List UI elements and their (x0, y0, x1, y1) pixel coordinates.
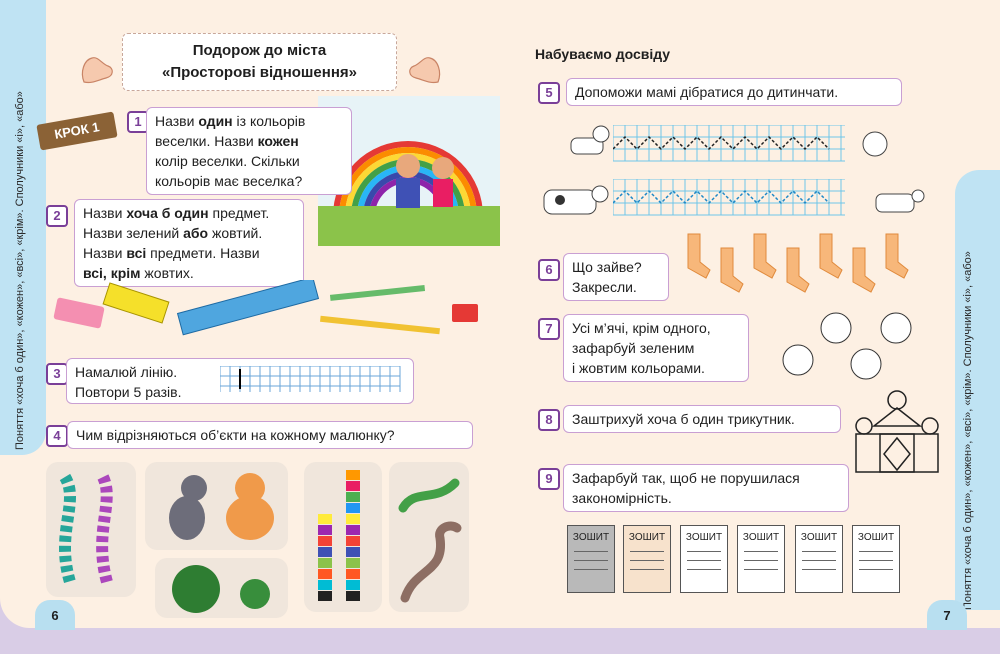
text-fragment: предмет. (208, 205, 270, 221)
notebook-line (574, 551, 608, 552)
text-fragment: Назви зелений (83, 225, 184, 241)
text-fragment: жовтий. (208, 225, 263, 241)
text-fragment: Усі м’ячі, крім одного, (572, 320, 711, 336)
task-number-5: 5 (538, 82, 560, 104)
task-2-line (83, 243, 295, 263)
desk-items-illustration (50, 280, 490, 340)
watermelons-illustration (170, 562, 280, 616)
task-6-text (563, 253, 669, 301)
puppy-icon (853, 122, 895, 164)
notebook-line (859, 560, 893, 561)
triangles-shape-illustration (852, 388, 942, 478)
hand-right-icon (404, 52, 444, 86)
notebook-line (859, 551, 893, 552)
path-grid-bottom (613, 179, 847, 217)
notebook-line (802, 569, 836, 570)
task-2-line (83, 223, 295, 243)
notebook-line (744, 560, 778, 561)
text-fragment: із кольорів (232, 113, 306, 129)
cube (318, 525, 332, 535)
side-caption-right: Поняття «хоча б один», «кожен», «всі», «крім». Сполучники «і», «або» (962, 251, 974, 610)
task-5-line (575, 82, 893, 102)
cube (318, 514, 332, 524)
task-8-line (572, 409, 832, 429)
cube (346, 525, 360, 535)
cube (318, 591, 332, 601)
notebook-line (687, 551, 721, 552)
text-fragment: Закресли. (572, 279, 637, 295)
notebook-line (574, 569, 608, 570)
bold-fragment: кожен (257, 133, 299, 149)
notebook-label: ЗОШИТ (800, 532, 838, 543)
task-1-line (155, 171, 343, 191)
title-line-1: Подорож до міста (192, 42, 327, 59)
notebook-label: ЗОШИТ (685, 532, 723, 543)
task-2-line (83, 203, 295, 223)
text-fragment: Заштрихуй хоча б один трикутник. (572, 411, 795, 427)
task-7-text (563, 314, 749, 382)
cube (346, 481, 360, 491)
task-1-text (146, 107, 352, 195)
notebook-label: ЗОШИТ (857, 532, 895, 543)
bold-fragment: або (183, 225, 209, 241)
sock (853, 248, 875, 292)
notebook (737, 525, 785, 593)
notebook (623, 525, 671, 593)
notebook-line (687, 569, 721, 570)
notebook (795, 525, 843, 593)
title-line-2: «Просторові відношення» (162, 64, 357, 81)
notebook-line (859, 569, 893, 570)
task-6-line (572, 277, 660, 297)
page-title (122, 33, 397, 91)
task-8-text (563, 405, 841, 433)
cube (346, 536, 360, 546)
cube (346, 514, 360, 524)
hand-left-icon (78, 52, 118, 86)
sock (721, 248, 743, 292)
text-fragment: Намалюй лінію. (75, 364, 178, 380)
balls-illustration (778, 310, 918, 386)
socks-illustration (680, 230, 920, 300)
bold-fragment: хоча б один (126, 205, 209, 221)
notebook-line (630, 551, 664, 552)
lizards-illustration (395, 468, 465, 608)
bold-fragment: один (198, 113, 233, 129)
cube (346, 492, 360, 502)
cube (318, 580, 332, 590)
section-heading: Набуваємо досвіду (535, 46, 671, 62)
notebook-label: ЗОШИТ (742, 532, 780, 543)
notebook-line (802, 560, 836, 561)
task-3-line-grid (220, 366, 404, 394)
calf-icon (868, 186, 926, 226)
dog-icon (563, 120, 613, 168)
text-fragment: Назви (155, 113, 199, 129)
task-number-2: 2 (46, 205, 68, 227)
notebook-label: ЗОШИТ (572, 532, 610, 543)
task-7-line (572, 318, 740, 338)
sock (787, 248, 809, 292)
task-4-line (76, 425, 464, 445)
cats-illustration (152, 466, 282, 546)
task-number-6: 6 (538, 259, 560, 281)
task-1-line (155, 131, 343, 151)
task-9-text (563, 464, 849, 512)
notebook-line (802, 551, 836, 552)
text-fragment: кольорів має веселка? (155, 173, 303, 189)
text-fragment: веселки. Назви (155, 133, 258, 149)
task-2-text (74, 199, 304, 287)
cube (318, 536, 332, 546)
cubes-illustration (314, 470, 374, 606)
notebook (680, 525, 728, 593)
task-9-line (572, 468, 840, 488)
bold-fragment: всі (126, 245, 147, 261)
sock (688, 234, 710, 278)
cube (346, 591, 360, 601)
text-fragment: і жовтим кольорами. (572, 360, 705, 376)
task-number-7: 7 (538, 318, 560, 340)
cube (346, 558, 360, 568)
text-fragment: зафарбуй зеленим (572, 340, 695, 356)
cube (346, 569, 360, 579)
side-caption-left: Поняття «хоча б один», «кожен», «всі», «крім». Сполучники «і», «або» (14, 91, 26, 450)
cube (318, 547, 332, 557)
notebook-line (630, 560, 664, 561)
cube (346, 580, 360, 590)
text-fragment: Назви (83, 205, 127, 221)
scarves-illustration (55, 472, 130, 590)
text-fragment: Допоможи мамі дібратися до дитинчати. (575, 84, 839, 100)
text-fragment: Зафарбуй так, щоб не порушилася (572, 470, 800, 486)
bold-fragment: всі, крім (83, 265, 141, 281)
task-7-line (572, 358, 740, 378)
sock (754, 234, 776, 278)
task-6-line (572, 257, 660, 277)
krok-sign: КРОК 1 (36, 111, 117, 150)
text-fragment: Назви (83, 245, 127, 261)
text-fragment: Повтори 5 разів. (75, 384, 182, 400)
task-1-line (155, 111, 343, 131)
notebook-line (574, 560, 608, 561)
task-number-3: 3 (46, 363, 68, 385)
page-number-left: 6 (35, 600, 75, 630)
task-1-line (155, 151, 343, 171)
notebook-line (630, 569, 664, 570)
task-4-text (67, 421, 473, 449)
text-fragment: колір веселки. Скільки (155, 153, 300, 169)
notebook-line (744, 569, 778, 570)
task-number-9: 9 (538, 468, 560, 490)
cube (346, 547, 360, 557)
text-fragment: предмети. Назви (146, 245, 260, 261)
notebook (852, 525, 900, 593)
task-9-line (572, 488, 840, 508)
notebook-line (744, 551, 778, 552)
sock (886, 234, 908, 278)
task-number-1: 1 (127, 111, 149, 133)
task-number-8: 8 (538, 409, 560, 431)
text-fragment: жовтих. (140, 265, 194, 281)
cube (318, 558, 332, 568)
notebook (567, 525, 615, 593)
sock (820, 234, 842, 278)
task-7-line (572, 338, 740, 358)
path-grid-top (613, 125, 847, 163)
cube (346, 470, 360, 480)
task-number-4: 4 (46, 425, 68, 447)
cube (346, 503, 360, 513)
cow-icon (538, 178, 610, 226)
text-fragment: Що зайве? (572, 259, 642, 275)
text-fragment: закономірність. (572, 490, 672, 506)
cube (318, 569, 332, 579)
page-number-right: 7 (927, 600, 967, 630)
text-fragment: Чим відрізняються об’єкти на кожному малюнку? (76, 427, 395, 443)
task-5-text (566, 78, 902, 106)
notebook-line (687, 560, 721, 561)
notebook-label: ЗОШИТ (628, 532, 666, 543)
